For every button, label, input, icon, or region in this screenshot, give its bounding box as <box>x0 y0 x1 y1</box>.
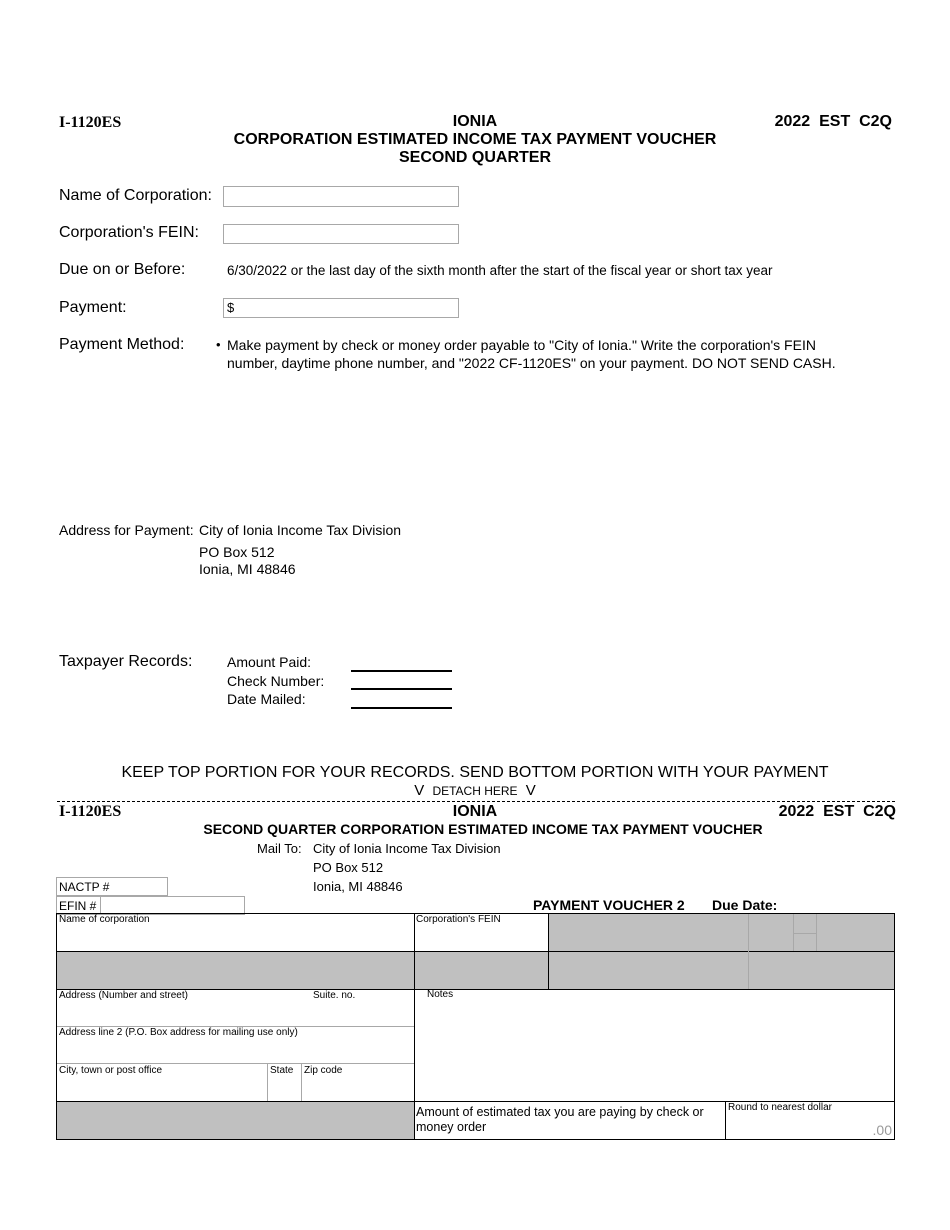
shaded-row <box>57 952 894 990</box>
address-line-2-cell: Address line 2 (P.O. Box address for mailing use only) <box>59 1027 298 1038</box>
method-line-2: number, daytime phone number, and "2022 CF-1120ES" on your payment. DO NOT SEND CASH. <box>227 355 836 371</box>
bullet-icon: • <box>216 337 221 352</box>
amount-label-1: Amount of estimated tax you are paying by check or <box>416 1105 704 1119</box>
fein-label: Corporation's FEIN: <box>59 224 199 241</box>
address-line-2: PO Box 512 <box>199 544 275 560</box>
records-label: Taxpayer Records: <box>59 653 193 670</box>
efin-label: EFIN # <box>59 899 97 913</box>
address-line-1: City of Ionia Income Tax Division <box>199 522 402 538</box>
detach-arrow-left-icon: V <box>414 782 425 799</box>
detach-here <box>0 782 950 799</box>
address-label: Address for Payment: <box>59 522 194 538</box>
due-date-label: Due Date: <box>712 897 778 913</box>
city-title: IONIA <box>452 113 498 130</box>
method-label: Payment Method: <box>59 336 185 353</box>
fein-shaded-area <box>548 914 894 952</box>
due-text: 6/30/2022 or the last day of the sixth month after the start of the fiscal year or short tax year <box>227 263 773 278</box>
detach-line <box>57 801 895 802</box>
voucher-title: SECOND QUARTER CORPORATION ESTIMATED INCOME TAX PAYMENT VOUCHER <box>203 821 763 837</box>
mail-line-1: City of Ionia Income Tax Division <box>313 841 501 856</box>
form-title: CORPORATION ESTIMATED INCOME TAX PAYMENT VOUCHER <box>233 131 717 148</box>
keep-top-instruction: KEEP TOP PORTION FOR YOUR RECORDS. SEND BOTTOM PORTION WITH YOUR PAYMENT <box>121 764 829 781</box>
city-cell: City, town or post office <box>59 1065 163 1076</box>
notes-cell: Notes <box>427 989 454 1000</box>
zip-cell: Zip code <box>304 1065 343 1076</box>
nactp-label: NACTP # <box>59 880 110 894</box>
voucher-city: IONIA <box>452 803 498 820</box>
method-line-1: Make payment by check or money order payable to "City of Ionia." Write the corporation's FEIN <box>227 337 816 353</box>
amount-paid-line[interactable] <box>351 670 452 672</box>
name-of-corporation-input[interactable] <box>223 186 459 207</box>
check-number-line[interactable] <box>351 688 452 690</box>
form-code: I-1120ES <box>59 114 122 131</box>
nactp-field[interactable] <box>56 877 168 896</box>
year-code: 2022 EST C2Q <box>774 113 892 130</box>
fein-input[interactable] <box>223 224 459 244</box>
mail-to-label: Mail To: <box>257 841 302 856</box>
shaded-bottom-left <box>57 1102 414 1139</box>
address-line-3: Ionia, MI 48846 <box>199 561 296 577</box>
mail-line-2: PO Box 512 <box>313 860 384 875</box>
due-label: Due on or Before: <box>59 261 186 278</box>
check-number-label: Check Number: <box>227 673 325 689</box>
payment-input[interactable] <box>223 298 459 318</box>
name-of-corporation-cell: Name of corporation <box>59 914 150 925</box>
corp-fein-cell: Corporation's FEIN <box>416 914 501 925</box>
voucher-form-code: I-1120ES <box>59 803 122 820</box>
round-label: Round to nearest dollar <box>728 1102 832 1113</box>
name-label: Name of Corporation: <box>59 187 212 204</box>
suite-cell: Suite. no. <box>313 990 356 1001</box>
payment-label: Payment: <box>59 299 127 316</box>
amount-input[interactable] <box>726 1114 894 1139</box>
state-cell: State <box>270 1065 294 1076</box>
amount-cents: .00 <box>872 1122 892 1138</box>
voucher-year-code: 2022 EST C2Q <box>778 803 896 820</box>
form-subtitle: SECOND QUARTER <box>398 149 551 166</box>
address-cell: Address (Number and street) <box>59 990 188 1001</box>
detach-text: DETACH HERE <box>432 784 518 798</box>
mail-line-3: Ionia, MI 48846 <box>313 879 403 894</box>
amount-label-2: money order <box>416 1120 487 1134</box>
date-mailed-line[interactable] <box>351 707 452 709</box>
detach-arrow-right-icon: V <box>525 782 536 799</box>
payment-voucher-label: PAYMENT VOUCHER 2 <box>533 897 685 913</box>
date-mailed-label: Date Mailed: <box>227 691 306 707</box>
amount-paid-label: Amount Paid: <box>227 654 312 670</box>
dollar-sign: $ <box>227 300 235 315</box>
